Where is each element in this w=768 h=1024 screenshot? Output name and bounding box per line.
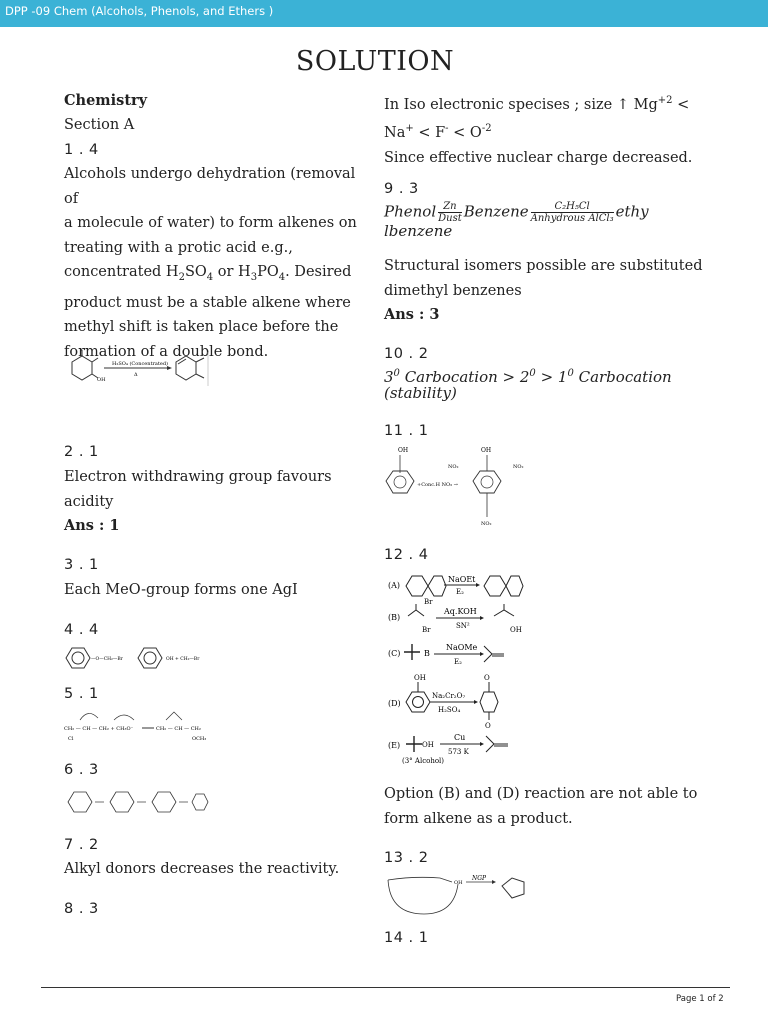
svg-text:OH + CH₂—Br: OH + CH₂—Br xyxy=(166,657,200,662)
page-number: Page 1 of 2 xyxy=(676,994,724,1004)
svg-text:(B): (B) xyxy=(388,613,401,622)
svg-text:OH: OH xyxy=(414,674,426,682)
fig-reagent: H₂SO₄ (Concentrated) xyxy=(112,361,168,367)
svg-text:(C): (C) xyxy=(388,649,401,658)
svg-text:OH: OH xyxy=(422,741,434,749)
svg-text:NO₂: NO₂ xyxy=(481,521,492,527)
q1-line: a molecule of water) to form alkenes on xyxy=(64,215,357,232)
svg-text:OH: OH xyxy=(481,447,492,454)
iso-line-2: $Na^+ < F^- < O^{-2}$ xyxy=(384,123,492,142)
q10-number: 10 . 2 xyxy=(384,346,429,362)
q1-number: 1 . 4 xyxy=(64,142,99,158)
q2-number: 2 . 1 xyxy=(64,444,99,460)
iso-text xyxy=(384,89,714,170)
q2-text xyxy=(64,465,332,539)
header-title: DPP -09 Chem (Alcohols, Phenols, and Ethers ) xyxy=(5,4,274,18)
svg-text:NGP: NGP xyxy=(472,875,487,882)
q6-figure xyxy=(62,782,212,822)
svg-text:(3° Alcohol): (3° Alcohol) xyxy=(402,757,445,765)
q11-number: 11 . 1 xyxy=(384,423,429,439)
q1-line: formation of a double bond. xyxy=(64,344,269,361)
q9-line: dimethyl benzenes xyxy=(384,282,522,299)
q10-equation: $3^0$ Carbocation > $2^0 > 1^0$ Carbocation (stability) xyxy=(384,368,672,402)
svg-text:Br: Br xyxy=(424,598,433,606)
svg-text:(A): (A) xyxy=(388,581,401,590)
footer-divider xyxy=(41,987,730,988)
svg-text:—O—CH₂—Br: —O—CH₂—Br xyxy=(91,657,123,662)
q1-line: Alcohols undergo dehydration (removal of xyxy=(64,166,356,207)
q2-answer: Ans : 1 xyxy=(64,517,120,535)
q5-figure xyxy=(62,706,212,746)
q1-line: product must be a stable alkene where xyxy=(64,294,351,311)
iso-line-3: Since effective nuclear charge decreased. xyxy=(384,149,693,166)
subject-heading: Chemistry xyxy=(64,92,148,109)
svg-text:O: O xyxy=(485,722,491,730)
svg-text:573 K: 573 K xyxy=(448,748,469,756)
svg-text:H₂SO₄: H₂SO₄ xyxy=(438,706,461,714)
q5-number: 5 . 1 xyxy=(64,686,99,702)
svg-text:E₂: E₂ xyxy=(456,588,464,596)
q3-text: Each MeO-group forms one AgI xyxy=(64,582,298,598)
q1-text xyxy=(64,162,374,365)
svg-text:OH: OH xyxy=(454,880,463,886)
svg-text:+Conc.H NO₃ →: +Conc.H NO₃ → xyxy=(417,482,458,488)
svg-text:CH₂ — CH — CH₂: CH₂ — CH — CH₂ xyxy=(156,726,201,732)
svg-text:(E): (E) xyxy=(388,741,401,750)
svg-text:B: B xyxy=(424,649,430,658)
svg-text:NO₂: NO₂ xyxy=(448,464,459,470)
svg-text:E₂: E₂ xyxy=(454,658,462,666)
q12-line: Option (B) and (D) reaction are not able to xyxy=(384,786,698,802)
svg-text:OCH₃: OCH₃ xyxy=(192,736,207,742)
q11-figure xyxy=(382,443,532,529)
section-label: Section A xyxy=(64,117,135,133)
svg-text:Cl: Cl xyxy=(68,736,74,742)
header-bar xyxy=(0,0,768,27)
q7-number: 7 . 2 xyxy=(64,837,99,853)
svg-text:NO₂: NO₂ xyxy=(513,464,524,470)
page-title: SOLUTION xyxy=(295,46,455,77)
q1-line: methyl shift is taken place before the xyxy=(64,319,339,336)
svg-text:Aq.KOH: Aq.KOH xyxy=(444,607,477,616)
alkene-ring xyxy=(176,356,196,380)
q6-number: 6 . 3 xyxy=(64,762,99,778)
q8-number: 8 . 3 xyxy=(64,901,99,917)
q2-line: acidity xyxy=(64,493,114,510)
q9-text xyxy=(384,254,703,328)
svg-text:O: O xyxy=(484,674,490,682)
cyclohexane-ring xyxy=(72,356,92,380)
q12-line: form alkene as a product. xyxy=(384,810,573,827)
svg-text:OH: OH xyxy=(510,626,522,634)
svg-text:SN²: SN² xyxy=(456,622,470,630)
q12-text xyxy=(384,782,697,831)
q9-answer: Ans : 3 xyxy=(384,306,440,324)
q12-figure xyxy=(384,568,534,768)
svg-text:Cu: Cu xyxy=(454,733,466,742)
svg-text:OH: OH xyxy=(398,447,409,454)
q3-number: 3 . 1 xyxy=(64,557,99,573)
svg-text:NaOMe: NaOMe xyxy=(446,643,478,652)
q9-equation: Phenol Zn Dust Benzene C₂H₅Cl Anhydrous AlCl₃ ethy lbenzene xyxy=(384,201,649,240)
q2-line: Electron withdrawing group favours xyxy=(64,469,332,485)
q9-line: Structural isomers possible are substituted xyxy=(384,258,703,274)
q9-number: 9 . 3 xyxy=(384,181,419,197)
svg-text:NaOEt: NaOEt xyxy=(448,575,476,584)
svg-text:(D): (D) xyxy=(388,699,401,708)
fig-oh: OH xyxy=(97,377,106,383)
q1-line: treating with a protic acid e.g., xyxy=(64,239,293,256)
q13-number: 13 . 2 xyxy=(384,850,429,866)
fig-delta: Δ xyxy=(134,372,138,378)
svg-text:Na₂Cr₂O₇: Na₂Cr₂O₇ xyxy=(432,692,466,700)
q1-reaction-figure xyxy=(64,348,214,390)
svg-text:Br: Br xyxy=(422,626,431,634)
q13-figure xyxy=(384,870,534,916)
q4-figure xyxy=(62,643,212,673)
iso-line-1: In Iso electronic specises ; size ↑ $Mg^{+2}$ < xyxy=(384,95,690,113)
q14-number: 14 . 1 xyxy=(384,930,429,946)
q1-line-formula: concentrated $H_2SO_4$ or $H_3PO_4$. Desired xyxy=(64,264,352,284)
q7-text: Alkyl donors decreases the reactivity. xyxy=(64,861,340,877)
q12-number: 12 . 4 xyxy=(384,547,429,563)
q4-number: 4 . 4 xyxy=(64,622,99,638)
svg-text:CH₂ — CH — CH₂ + CH₃O⁻: CH₂ — CH — CH₂ + CH₃O⁻ xyxy=(64,726,134,732)
